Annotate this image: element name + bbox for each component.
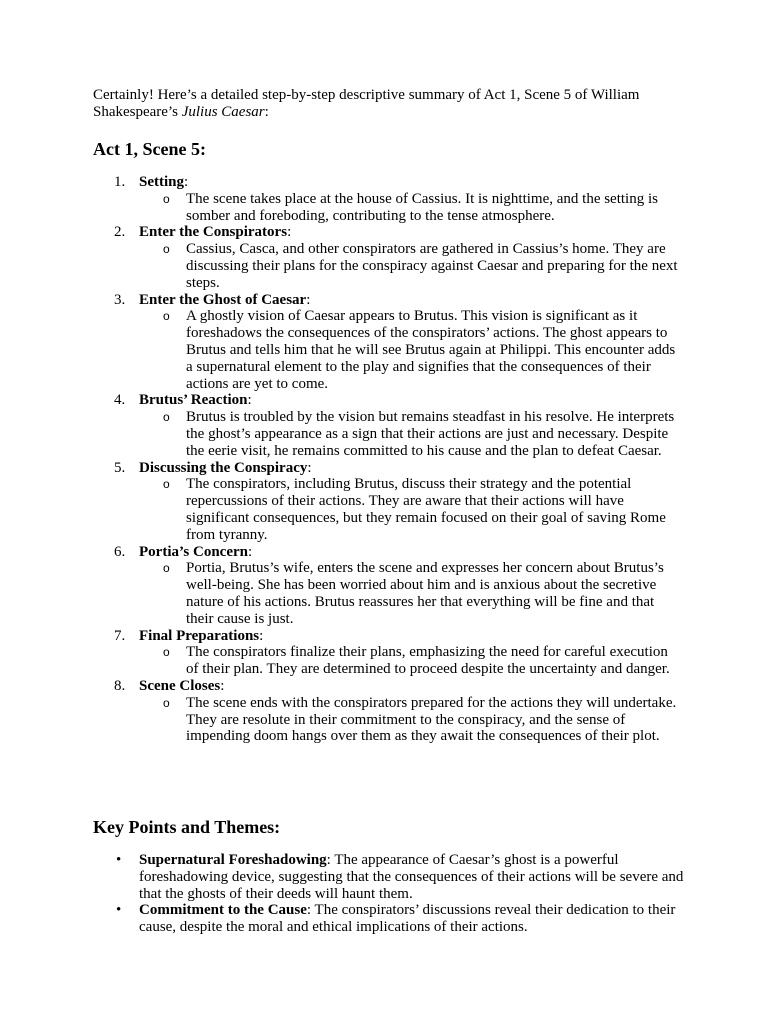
step-detail bbox=[93, 476, 693, 543]
step-item bbox=[93, 544, 693, 628]
intro-text: Certainly! Here’s a detailed step-by-step descriptive summary of Act 1, Scene 5 of William Shakespeare’s bbox=[93, 87, 640, 120]
sub-bullet-icon: o bbox=[163, 191, 170, 206]
bullet-icon: • bbox=[116, 852, 122, 868]
step-title: Final Preparations: bbox=[139, 627, 264, 644]
step-detail bbox=[93, 560, 693, 627]
step-item bbox=[93, 460, 693, 544]
key-point-item bbox=[93, 852, 693, 902]
step-number: 7. bbox=[114, 627, 126, 644]
step-title: Brutus’ Reaction: bbox=[139, 392, 252, 409]
step-title: Setting: bbox=[139, 174, 189, 190]
sub-bullet-icon: o bbox=[163, 477, 170, 492]
step-item bbox=[93, 224, 693, 291]
step-detail-text: Brutus is troubled by the vision but remains steadfast in his resolve. He interprets the ghost’s appearance as a sign that their actions are just and necessary. Despite the eerie visit, he remains committed to his cause and the plan to defeat Caesar. bbox=[186, 409, 675, 459]
sub-bullet-icon: o bbox=[163, 410, 170, 425]
step-title: Enter the Ghost of Caesar: bbox=[139, 291, 311, 308]
play-title: Julius Caesar bbox=[181, 103, 265, 120]
step-number: 6. bbox=[114, 543, 126, 560]
act-scene-heading: Act 1, Scene 5: bbox=[93, 139, 206, 159]
step-item bbox=[93, 174, 693, 224]
step-detail bbox=[93, 191, 693, 225]
intro-colon: : bbox=[264, 103, 269, 120]
step-detail bbox=[93, 644, 693, 678]
step-detail bbox=[93, 241, 693, 291]
sub-bullet-icon: o bbox=[163, 242, 170, 257]
step-title: Scene Closes: bbox=[139, 677, 225, 694]
step-detail-text: The scene ends with the conspirators prepared for the actions they will undertake. They are resolute in their commitment to the conspiracy, and the sense of impending doom hangs over them as they await the consequences of their plot. bbox=[186, 694, 677, 745]
sub-bullet-icon: o bbox=[163, 561, 170, 576]
step-number: 4. bbox=[114, 392, 126, 409]
step-detail bbox=[93, 308, 693, 392]
step-item bbox=[93, 628, 693, 678]
step-number: 1. bbox=[114, 174, 126, 190]
sub-bullet-icon: o bbox=[163, 309, 170, 324]
step-item bbox=[93, 392, 693, 459]
step-title: Enter the Conspirators: bbox=[139, 224, 292, 241]
step-detail-text: The conspirators, including Brutus, discuss their strategy and the potential repercussions of their actions. They are aware that their actions will have significant consequences, but they remain focused on their goal of saving Rome from tyranny. bbox=[186, 476, 666, 543]
step-detail-text: The conspirators finalize their plans, emphasizing the need for careful execution of their plan. They are determined to proceed despite the uncertainty and danger. bbox=[186, 644, 670, 678]
key-point-title: Commitment to the Cause bbox=[139, 902, 307, 919]
step-number: 3. bbox=[114, 291, 126, 308]
step-detail bbox=[93, 409, 693, 459]
step-title: Discussing the Conspiracy: bbox=[139, 459, 312, 476]
step-detail bbox=[93, 695, 693, 745]
step-number: 8. bbox=[114, 677, 126, 694]
step-item bbox=[93, 678, 693, 745]
step-number: 2. bbox=[114, 224, 126, 241]
step-number: 5. bbox=[114, 459, 126, 476]
key-points-list bbox=[93, 852, 693, 936]
step-item bbox=[93, 292, 693, 393]
key-point-title: Supernatural Foreshadowing bbox=[139, 852, 327, 868]
key-points-heading: Key Points and Themes: bbox=[93, 817, 281, 837]
step-title: Portia’s Concern: bbox=[139, 543, 253, 560]
bullet-icon: • bbox=[116, 902, 122, 919]
step-detail-text: Portia, Brutus’s wife, enters the scene and expresses her concern about Brutus’s well-being. She has been worried about him and is anxious about the secretive nature of his actions. Brutus reassures her that everything will be fine and that their cause is just. bbox=[186, 560, 664, 627]
step-detail-text: A ghostly vision of Caesar appears to Brutus. This vision is significant as it foreshadows the consequences of the conspirators’ actions. The ghost appears to Brutus and tells him that he will see Brutus again at Philippi. This encounter adds a supernatural element to the play and signifies that the consequences of their actions are yet to come. bbox=[186, 308, 676, 392]
key-point-text: : The appearance of Caesar’s ghost is a powerful foreshadowing device, suggesting that the consequences of their actions will be severe and that the ghosts of their deeds will haunt them. bbox=[139, 852, 684, 902]
step-detail-text: Cassius, Casca, and other conspirators are gathered in Cassius’s home. They are discussing their plans for the conspiracy against Caesar and preparing for the next steps. bbox=[186, 241, 678, 291]
step-detail-text: The scene takes place at the house of Cassius. It is nighttime, and the setting is somber and foreboding, contributing to the tense atmosphere. bbox=[186, 190, 658, 224]
key-point-item bbox=[93, 902, 693, 936]
steps-list bbox=[93, 174, 693, 745]
sub-bullet-icon: o bbox=[163, 695, 170, 710]
sub-bullet-icon: o bbox=[163, 645, 170, 660]
key-point-text: : The conspirators’ discussions reveal their dedication to their cause, despite the moral and ethical implications of their actions. bbox=[139, 902, 676, 936]
intro-paragraph bbox=[93, 87, 693, 121]
